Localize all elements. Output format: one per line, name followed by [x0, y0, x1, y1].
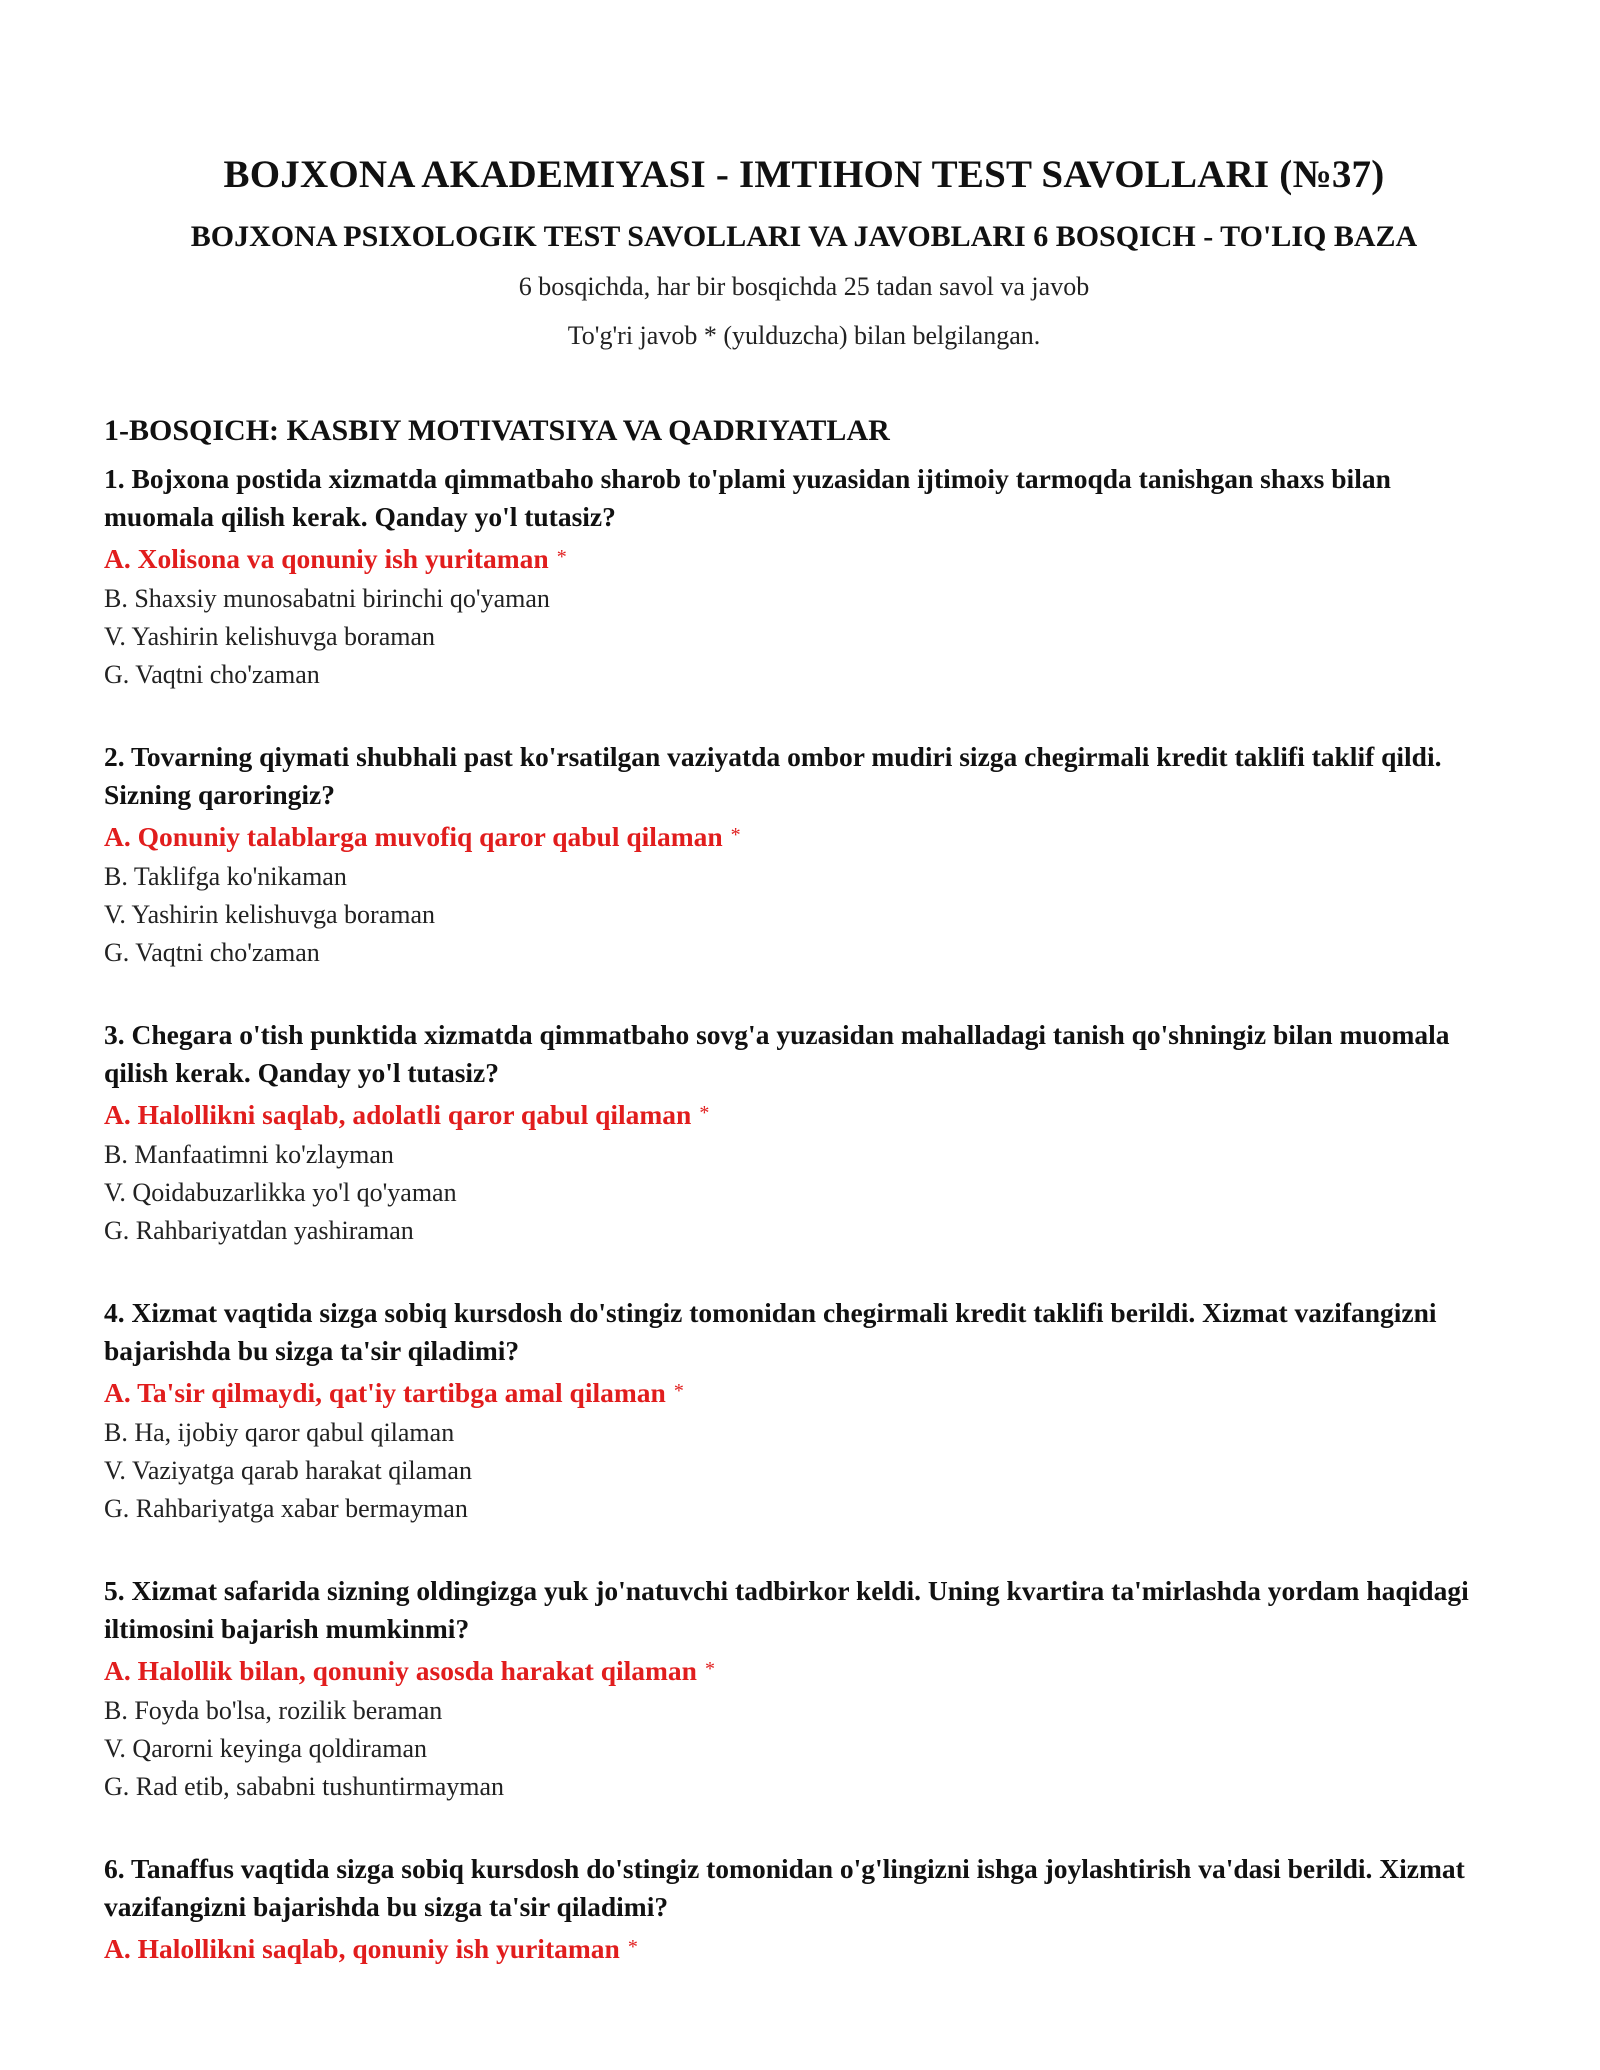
document-header — [104, 140, 1504, 360]
answer-text: A. Ta'sir qilmaydi, qat'iy tartibga amal qilaman — [104, 1377, 666, 1408]
question-2 — [104, 734, 1504, 972]
question-text: 2. Tovarning qiymati shubhali past ko'rsatilgan vaziyatda ombor mudiri sizga chegirmali kredit taklifi taklif qildi. Sizning qaroringiz? — [104, 741, 1442, 810]
answer-option-v: V. Qarorni keyinga qoldiraman — [104, 1734, 427, 1763]
answer-option-v: V. Yashirin kelishuvga boraman — [104, 900, 436, 929]
correct-answer — [104, 1926, 1504, 1970]
document-page — [104, 140, 1504, 1970]
question-3 — [104, 1012, 1504, 1250]
answer-text: A. Xolisona va qonuniy ish yuritaman — [104, 543, 549, 574]
answer-option-v: V. Yashirin kelishuvga boraman — [104, 622, 436, 651]
answer-option-g: G. Rahbariyatga xabar bermayman — [104, 1494, 468, 1523]
correct-star-marker: * — [730, 824, 741, 846]
answer-option-g: G. Vaqtni cho'zaman — [104, 938, 320, 967]
question-6 — [104, 1846, 1504, 1970]
question-text: 1. Bojxona postida xizmatda qimmatbaho sharob to'plami yuzasidan ijtimoiy tarmoqda tanishgan shaxs bilan muomala qilish kerak. Qanday yo'l tutasiz? — [104, 463, 1391, 532]
section-title: 1-BOSQICH: KASBIY MOTIVATSIYA VA QADRIYATLAR — [104, 414, 890, 447]
answer-option-b: B. Foyda bo'lsa, rozilik beraman — [104, 1696, 443, 1725]
correct-star-marker: * — [699, 1102, 710, 1124]
answer-text: A. Qonuniy talablarga muvofiq qaror qabul qilaman — [104, 821, 723, 852]
question-1 — [104, 456, 1504, 694]
answer-text: A. Halollikni saqlab, adolatli qaror qabul qilaman — [104, 1099, 692, 1130]
document-title: BOJXONA AKADEMIYASI - IMTIHON TEST SAVOLLARI (№37) — [223, 153, 1385, 196]
answer-option-v: V. Qoidabuzarlikka yo'l qo'yaman — [104, 1178, 457, 1207]
correct-answer — [104, 1370, 1504, 1414]
answer-option-b: B. Ha, ijobiy qaror qabul qilaman — [104, 1418, 455, 1447]
answer-option-g: G. Rahbariyatdan yashiraman — [104, 1216, 414, 1245]
question-5 — [104, 1568, 1504, 1806]
correct-answer — [104, 1648, 1504, 1692]
answer-key-note: To'g'ri javob * (yulduzcha) bilan belgilangan. — [567, 321, 1041, 350]
question-text: 4. Xizmat vaqtida sizga sobiq kursdosh do'stingiz tomonidan chegirmali kredit taklifi berildi. Xizmat vazifangizni bajarishda bu sizga ta'sir qiladimi? — [104, 1297, 1437, 1366]
correct-star-marker: * — [704, 1658, 715, 1680]
answer-option-b: B. Shaxsiy munosabatni birinchi qo'yaman — [104, 584, 550, 613]
correct-answer — [104, 814, 1504, 858]
intro-note: 6 bosqichda, har bir bosqichda 25 tadan savol va javob — [518, 272, 1090, 301]
document-subtitle: BOJXONA PSIXOLOGIK TEST SAVOLLARI VA JAVOBLARI 6 BOSQICH - TO'LIQ BAZA — [190, 220, 1418, 253]
answer-text: A. Halollik bilan, qonuniy asosda harakat qilaman — [104, 1655, 697, 1686]
correct-answer — [104, 1092, 1504, 1136]
correct-star-marker: * — [673, 1380, 684, 1402]
question-text: 5. Xizmat safarida sizning oldingizga yuk jo'natuvchi tadbirkor keldi. Uning kvartira ta'mirlashda yordam haqidagi iltimosini bajarish mumkinmi? — [104, 1575, 1469, 1644]
correct-star-marker: * — [556, 546, 567, 568]
correct-star-marker: * — [627, 1936, 638, 1958]
question-4 — [104, 1290, 1504, 1528]
answer-option-g: G. Rad etib, sababni tushuntirmayman — [104, 1772, 505, 1801]
correct-answer — [104, 536, 1504, 580]
question-text: 3. Chegara o'tish punktida xizmatda qimmatbaho sovg'a yuzasidan mahalladagi tanish qo'shningiz bilan muomala qilish kerak. Qanday yo'l tutasiz? — [104, 1019, 1450, 1088]
question-text: 6. Tanaffus vaqtida sizga sobiq kursdosh do'stingiz tomonidan o'g'lingizni ishga joylashtirish va'dasi berildi. Xizmat vazifangizni bajarishda bu sizga ta'sir qiladimi? — [104, 1853, 1465, 1922]
answer-option-v: V. Vaziyatga qarab harakat qilaman — [104, 1456, 472, 1485]
answer-option-b: B. Manfaatimni ko'zlayman — [104, 1140, 394, 1169]
answer-option-b: B. Taklifga ko'nikaman — [104, 862, 347, 891]
answer-text: A. Halollikni saqlab, qonuniy ish yuritaman — [104, 1933, 620, 1964]
answer-option-g: G. Vaqtni cho'zaman — [104, 660, 320, 689]
